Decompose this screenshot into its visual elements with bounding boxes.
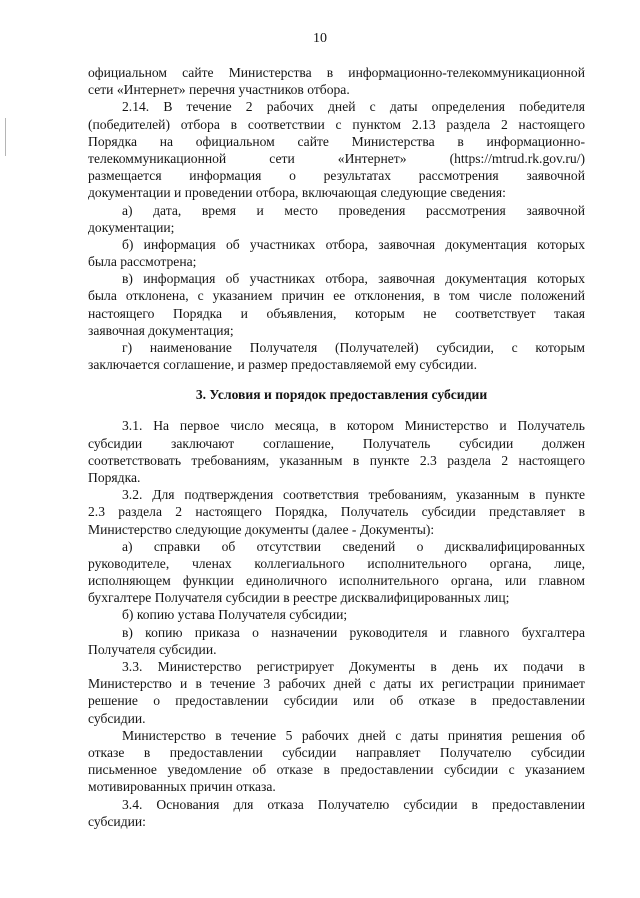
paragraph bbox=[88, 658, 585, 727]
text-line: 2.3 раздела 2 настоящего Порядка, Получатель субсидии представляет в bbox=[88, 504, 585, 520]
text-line: субсидии: bbox=[88, 813, 146, 829]
paragraph bbox=[88, 624, 585, 658]
paragraph bbox=[88, 606, 585, 623]
paragraph bbox=[88, 202, 585, 236]
text-line: соответствовать требованиям, указанным в пункте 2.3 раздела 2 настоящего bbox=[88, 452, 585, 468]
paragraph bbox=[88, 727, 585, 796]
paragraph bbox=[88, 486, 585, 538]
text-line: бухгалтере Получателя субсидии в реестре дисквалифицированных лиц; bbox=[88, 590, 510, 606]
text-line: Получателя субсидии. bbox=[88, 641, 217, 657]
text-line: Министерство в течение 5 рабочих дней с даты принятия решения об bbox=[122, 727, 585, 743]
text-line: официальном сайте Министерства в информационно-телекоммуникационной bbox=[88, 65, 585, 80]
text-line: решение о предоставлении субсидии или об отказе в предоставлении bbox=[88, 693, 585, 709]
paragraph bbox=[88, 538, 585, 607]
text-line: исполняющем функции единоличного исполнительного органа, или главном bbox=[88, 573, 585, 589]
text-line: 3.3. Министерство регистрирует Документы в день их подачи в bbox=[122, 659, 585, 674]
text-line: Порядка на официальном сайте Министерства в информационно- bbox=[88, 133, 585, 149]
text-line: г) наименование Получателя (Получателей) субсидии, с которым bbox=[122, 340, 585, 355]
paragraph bbox=[88, 796, 585, 830]
paragraph bbox=[88, 270, 585, 339]
text-line: руководителе, членах коллегиального исполнительного органа, лице, bbox=[88, 555, 585, 571]
text-line: настоящего Порядка и объявления, которым не соответствует такая bbox=[88, 305, 585, 321]
text-line: документации и проведении отбора, включающая следующие сведения: bbox=[88, 185, 506, 201]
text-line: субсидии. bbox=[88, 710, 146, 726]
text-line: 2.14. В течение 2 рабочих дней с даты определения победителя bbox=[122, 99, 585, 115]
text-line: в) копию приказа о назначении руководителя и главного бухгалтера bbox=[122, 624, 585, 640]
text-line: б) информация об участниках отбора, заявочная документация которых bbox=[122, 236, 585, 252]
text-line: в) информация об участниках отбора, заявочная документация которых bbox=[122, 271, 585, 287]
text-line: Министерство и в течение 3 рабочих дней с даты их регистрации принимает bbox=[88, 676, 585, 692]
text-line: документации; bbox=[88, 219, 175, 235]
text-line: субсидии заключают соглашение, Получатель субсидии должен bbox=[88, 435, 585, 451]
text-line: заключается соглашение, и размер предоставляемой ему субсидии. bbox=[88, 357, 477, 373]
text-line: б) копию устава Получателя субсидии; bbox=[122, 607, 348, 623]
section-heading: 3. Условия и порядок предоставления субсидии bbox=[195, 387, 488, 403]
text-line: отказе в предоставлении субсидии направляет Получателю субсидии bbox=[88, 744, 585, 760]
text-line: 3.4. Основания для отказа Получателю субсидии в предоставлении bbox=[122, 796, 585, 812]
text-line: размещается информация о результатах рассмотрения заявочной bbox=[88, 168, 585, 184]
bottom-paragraphs bbox=[88, 417, 585, 830]
paragraph bbox=[88, 417, 585, 486]
text-line: была отклонена, с указанием причин ее отклонения, в том числе положений bbox=[88, 288, 585, 304]
paragraph bbox=[88, 64, 585, 98]
text-line: заявочная документация; bbox=[88, 322, 234, 338]
top-paragraphs bbox=[88, 64, 585, 373]
text-line: 3.1. На первое число месяца, в котором Министерство и Получатель bbox=[122, 418, 585, 434]
text-line: 3.2. Для подтверждения соответствия требованиям, указанным в пункте bbox=[122, 487, 585, 503]
document-body bbox=[88, 64, 585, 830]
text-line: (победителей) отбора в соответствии с пунктом 2.13 раздела 2 настоящего bbox=[88, 116, 585, 132]
text-line: а) дата, время и место проведения рассмотрения заявочной bbox=[122, 202, 585, 218]
text-line: письменное уведомление об отказе в предоставлении субсидии с указанием bbox=[88, 762, 585, 778]
text-line: Порядка. bbox=[88, 469, 141, 485]
scan-margin-mark bbox=[5, 118, 6, 156]
paragraph bbox=[88, 236, 585, 270]
paragraph bbox=[88, 98, 585, 201]
text-line: сети «Интернет» перечня участников отбора. bbox=[88, 82, 350, 98]
paragraph bbox=[88, 339, 585, 373]
text-line: была рассмотрена; bbox=[88, 254, 197, 270]
text-line: Министерство следующие документы (далее - Документы): bbox=[88, 521, 435, 537]
text-line: а) справки об отсутствии сведений о дисквалифицированных bbox=[122, 538, 585, 554]
page-number: 10 bbox=[313, 31, 327, 46]
text-line: телекоммуникационной сети «Интернет» (https://mtrud.rk.gov.ru/) bbox=[88, 150, 585, 166]
text-line: мотивированных причин отказа. bbox=[88, 779, 276, 795]
